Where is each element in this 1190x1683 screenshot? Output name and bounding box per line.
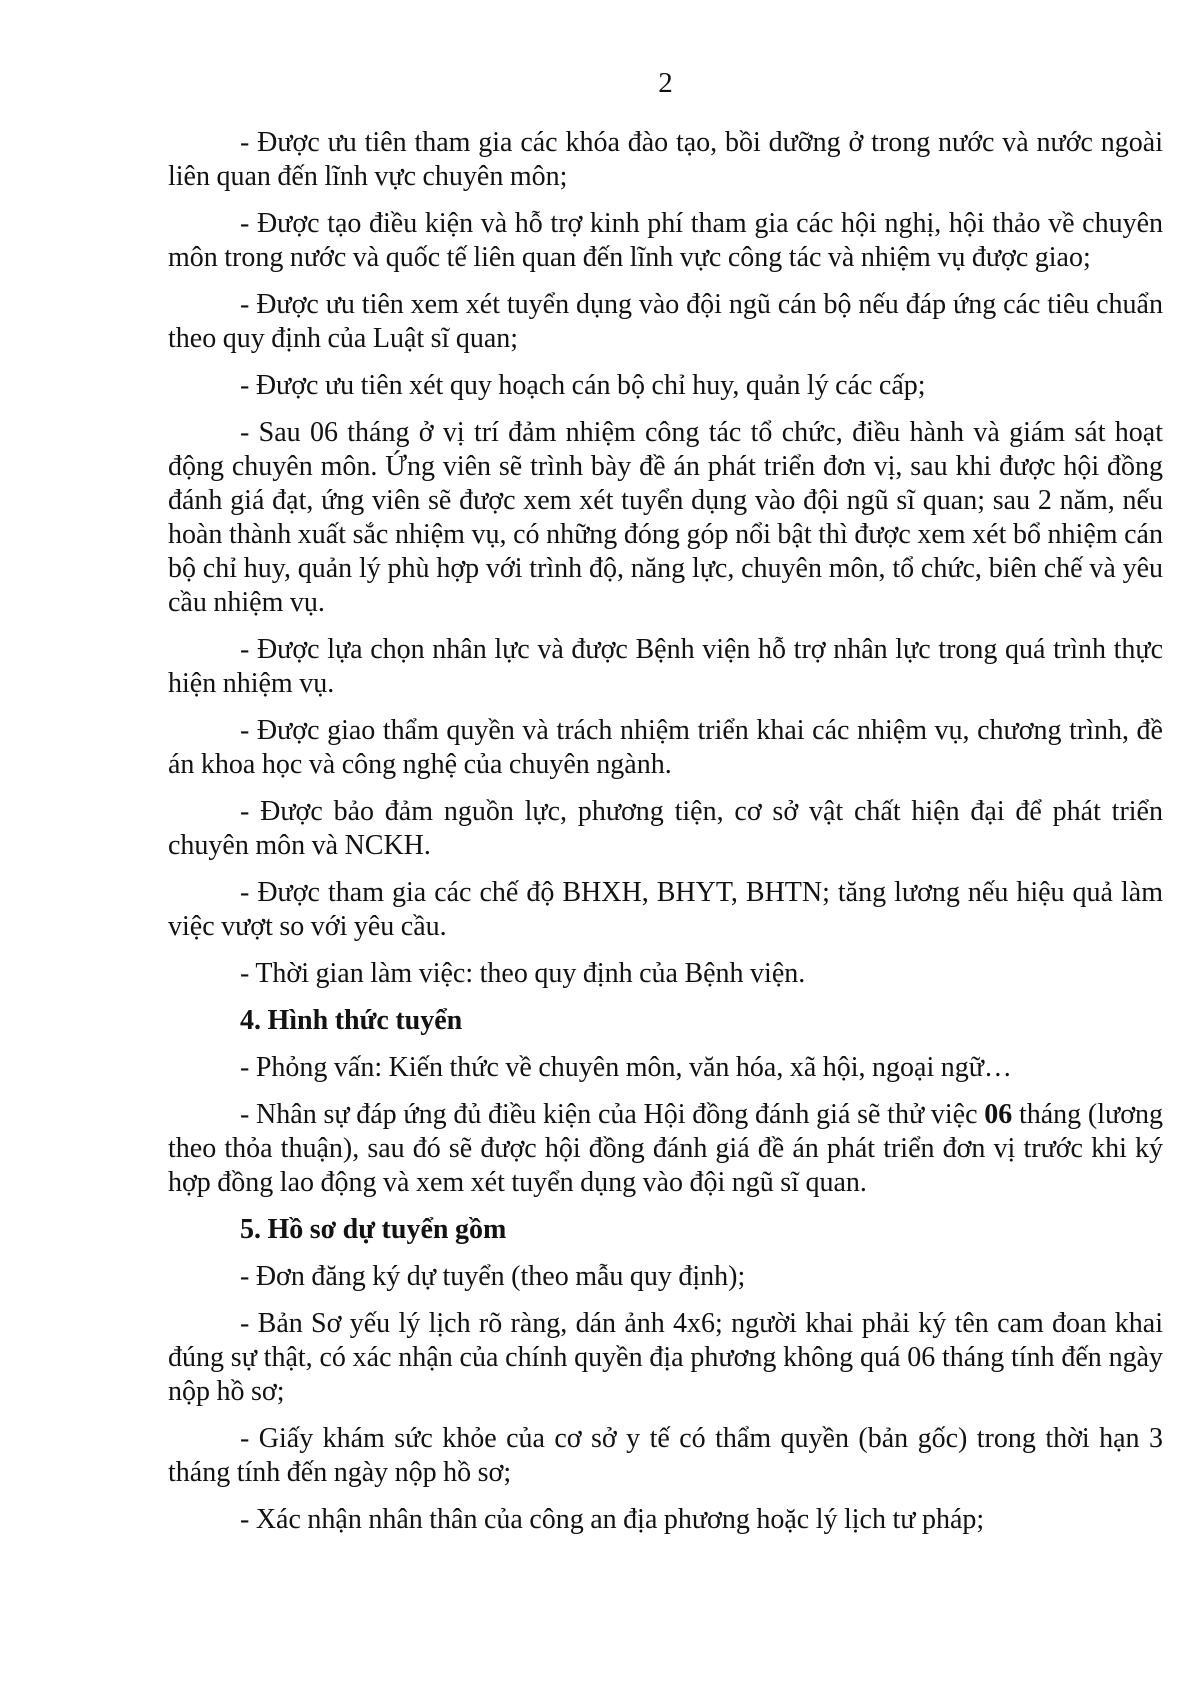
section-heading-4: 4. Hình thức tuyển [240,1005,463,1036]
paragraph-run: - Nhân sự đáp ứng đủ điều kiện của Hội đồng đánh giá sẽ thử việc [240,1099,985,1130]
paragraph: - Được lựa chọn nhân lực và được Bệnh viện hỗ trợ nhân lực trong quá trình thực hiện nhiệm vụ. [168,634,1163,699]
paragraph: - Giấy khám sức khỏe của cơ sở y tế có thẩm quyền (bản gốc) trong thời hạn 3 tháng tính đến ngày nộp hồ sơ; [168,1423,1163,1488]
paragraph: - Được tham gia các chế độ BHXH, BHYT, BHTN; tăng lương nếu hiệu quả làm việc vượt so với yêu cầu. [168,877,1163,942]
paragraph: - Đơn đăng ký dự tuyển (theo mẫu quy định); [240,1261,746,1292]
paragraph: - Phỏng vấn: Kiến thức về chuyên môn, văn hóa, xã hội, ngoại ngữ… [240,1052,1012,1083]
paragraph: - Được ưu tiên xem xét tuyển dụng vào đội ngũ cán bộ nếu đáp ứng các tiêu chuẩn theo quy định của Luật sĩ quan; [168,289,1163,354]
paragraph [168,1098,1163,1200]
paragraph-run: tháng (lương theo thỏa thuận), sau đó sẽ được hội đồng đánh giá đề án phát triển đơn vị trước khi ký hợp đồng lao động và xem xét tuyển dụng vào đội ngũ sĩ quan. [168,1099,1163,1198]
page-number: 2 [658,67,673,99]
paragraph: - Được ưu tiên tham gia các khóa đào tạo, bồi dưỡng ở trong nước và nước ngoài liên quan đến lĩnh vực chuyên môn; [168,127,1163,192]
paragraph: - Được ưu tiên xét quy hoạch cán bộ chỉ huy, quản lý các cấp; [240,370,926,401]
paragraph: - Được giao thẩm quyền và trách nhiệm triển khai các nhiệm vụ, chương trình, đề án khoa học và công nghệ của chuyên ngành. [168,715,1163,780]
paragraph: - Được tạo điều kiện và hỗ trợ kinh phí tham gia các hội nghị, hội thảo về chuyên môn trong nước và quốc tế liên quan đến lĩnh vực công tác và nhiệm vụ được giao; [168,208,1163,273]
section-heading-5: 5. Hồ sơ dự tuyển gồm [240,1214,507,1245]
document-body [168,126,1163,1550]
paragraph: - Bản Sơ yếu lý lịch rõ ràng, dán ảnh 4x6; người khai phải ký tên cam đoan khai đúng sự thật, có xác nhận của chính quyền địa phương không quá 06 tháng tính đến ngày nộp hồ sơ; [168,1308,1163,1407]
paragraph: - Được bảo đảm nguồn lực, phương tiện, cơ sở vật chất hiện đại để phát triển chuyên môn và NCKH. [168,796,1163,861]
paragraph-run-bold: 06 [984,1099,1013,1130]
paragraph: - Xác nhận nhân thân của công an địa phương hoặc lý lịch tư pháp; [240,1504,985,1535]
paragraph: - Thời gian làm việc: theo quy định của Bệnh viện. [240,958,806,989]
paragraph: - Sau 06 tháng ở vị trí đảm nhiệm công tác tổ chức, điều hành và giám sát hoạt động chuyên môn. Ứng viên sẽ trình bày đề án phát triển đơn vị, sau khi được hội đồng đánh giá đạt, ứng viên sẽ được xem xét tuyển dụng vào đội ngũ sĩ quan; sau 2 năm, nếu hoàn thành xuất sắc nhiệm vụ, có những đóng góp nổi bật thì được xem xét bổ nhiệm cán bộ chỉ huy, quản lý phù hợp với trình độ, năng lực, chuyên môn, tổ chức, biên chế và yêu cầu nhiệm vụ. [168,417,1163,618]
